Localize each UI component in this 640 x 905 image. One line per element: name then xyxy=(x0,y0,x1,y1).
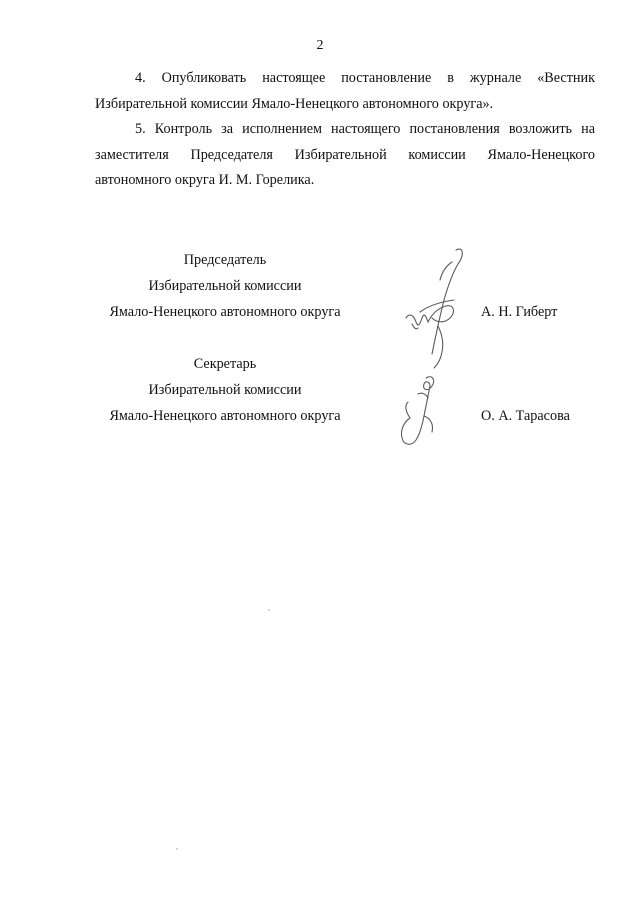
document-body xyxy=(95,66,595,194)
paragraph-4-line-1: 4. Опубликовать настоящее постановление в журнале «Вестник xyxy=(135,70,595,86)
paragraph-4 xyxy=(95,66,595,117)
chairman-org-line-1: Избирательной комиссии xyxy=(148,278,302,294)
scan-speck xyxy=(268,609,270,611)
chairman-name: А. Н. Гиберт xyxy=(481,304,558,320)
chairman-title: Председатель xyxy=(183,252,267,268)
scan-speck xyxy=(176,848,178,850)
secretary-org-line-1: Избирательной комиссии xyxy=(148,382,302,398)
paragraph-5-line-3: автономного округа И. М. Горелика. xyxy=(95,172,315,188)
paragraph-5 xyxy=(95,117,595,194)
secretary-role xyxy=(95,351,355,429)
page-number: 2 xyxy=(316,38,324,53)
paragraph-5-line-1: 5. Контроль за исполнением настоящего постановления возложить на xyxy=(135,121,595,137)
secretary-title: Секретарь xyxy=(193,356,257,372)
chairman-handwritten-signature xyxy=(398,242,478,372)
secretary-handwritten-signature xyxy=(392,372,454,452)
chairman-org-line-2: Ямало-Ненецкого автономного округа xyxy=(109,304,341,320)
paragraph-5-line-2: заместителя Председателя Избирательной комиссии Ямало-Ненецкого xyxy=(95,146,595,163)
secretary-org-line-2: Ямало-Ненецкого автономного округа xyxy=(109,408,341,424)
paragraph-4-line-2: Избирательной комиссии Ямало-Ненецкого автономного округа». xyxy=(95,95,494,112)
chairman-role xyxy=(95,247,355,325)
secretary-name: О. А. Тарасова xyxy=(481,408,570,424)
